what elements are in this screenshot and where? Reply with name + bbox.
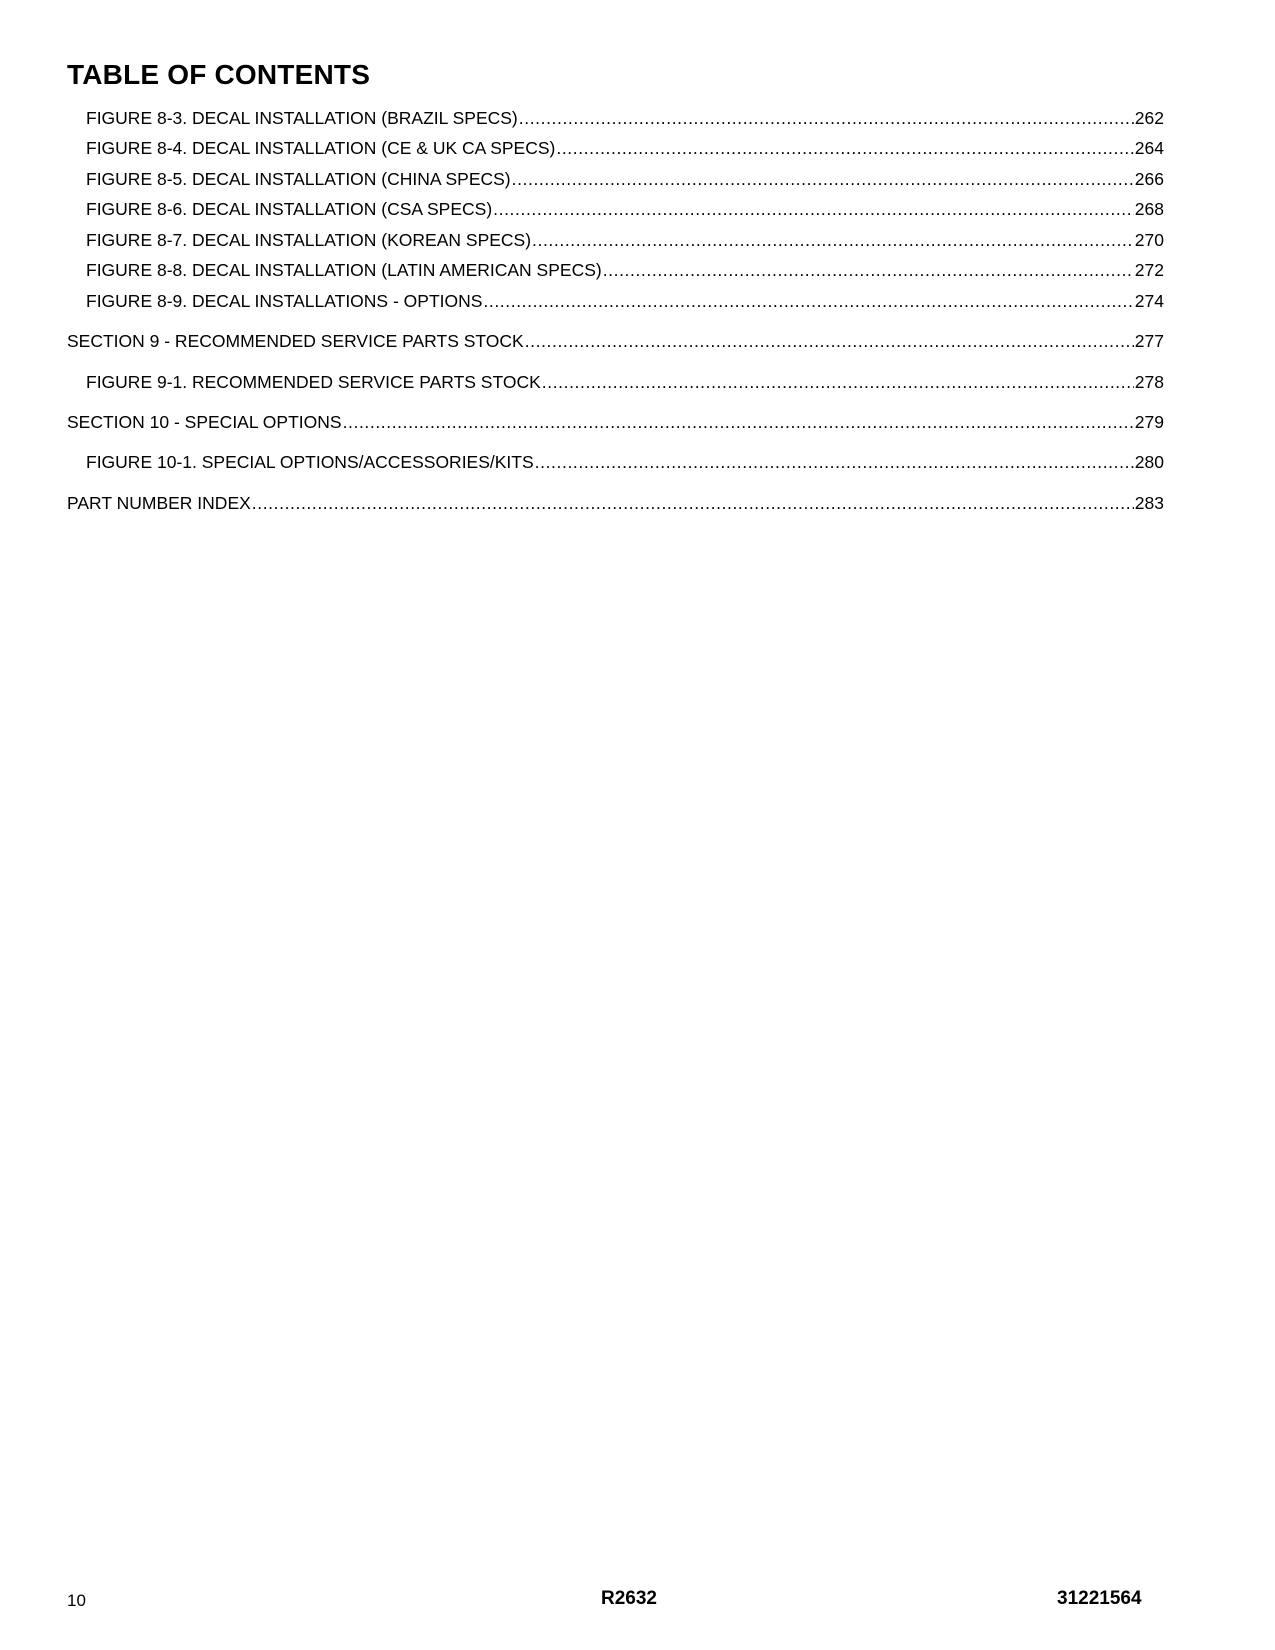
footer-doc-number: 31221564	[1057, 1588, 1142, 1609]
toc-entry-page: 266	[1134, 169, 1164, 189]
toc-entry-label: SECTION 10 - SPECIAL OPTIONS	[67, 412, 342, 432]
page-title: TABLE OF CONTENTS	[67, 59, 371, 90]
toc-entry-figure-8-3[interactable]	[86, 107, 1164, 129]
toc-dot-leader	[252, 492, 1134, 514]
toc-entry-figure-10-1[interactable]	[86, 451, 1164, 473]
toc-entry-label: FIGURE 8-6. DECAL INSTALLATION (CSA SPECS)	[86, 199, 493, 219]
toc-entry-label: FIGURE 8-8. DECAL INSTALLATION (LATIN AMERICAN SPECS)	[86, 260, 602, 280]
toc-dot-leader	[525, 330, 1134, 352]
toc-dot-leader	[483, 290, 1133, 312]
toc-entry-label: FIGURE 8-4. DECAL INSTALLATION (CE & UK CA SPECS)	[86, 138, 556, 158]
toc-entry-page: 268	[1134, 199, 1164, 219]
toc-entry-figure-8-8[interactable]	[86, 259, 1164, 281]
toc-entry-label: FIGURE 8-5. DECAL INSTALLATION (CHINA SPECS)	[86, 169, 511, 189]
toc-dot-leader	[343, 411, 1134, 433]
toc-entry-label: FIGURE 10-1. SPECIAL OPTIONS/ACCESSORIES/KITS	[86, 452, 534, 472]
toc-entry-figure-8-9[interactable]	[86, 290, 1164, 312]
toc-entry-page: 262	[1134, 108, 1164, 128]
toc-entry-page: 272	[1134, 260, 1164, 280]
toc-entry-part-number-index[interactable]	[67, 492, 1164, 514]
toc-dot-leader	[603, 259, 1134, 281]
toc-entry-figure-8-6[interactable]	[86, 198, 1164, 220]
toc-entry-figure-8-4[interactable]	[86, 137, 1164, 159]
toc-dot-leader	[556, 137, 1133, 159]
toc-entry-page: 270	[1134, 230, 1164, 250]
toc-dot-leader	[535, 451, 1134, 473]
toc-entry-page: 279	[1134, 412, 1164, 432]
toc-entry-figure-8-7[interactable]	[86, 229, 1164, 251]
toc-entry-section-10[interactable]	[67, 411, 1164, 433]
footer-model: R2632	[601, 1588, 657, 1609]
toc-dot-leader	[512, 168, 1134, 190]
toc-entry-page: 264	[1134, 138, 1164, 158]
toc-dot-leader	[493, 198, 1134, 220]
toc-entry-page: 274	[1134, 291, 1164, 311]
toc-entry-page: 280	[1134, 452, 1164, 472]
toc-entry-page: 277	[1134, 331, 1164, 351]
toc-entry-figure-8-5[interactable]	[86, 168, 1164, 190]
toc-entry-label: FIGURE 9-1. RECOMMENDED SERVICE PARTS STOCK	[86, 372, 541, 392]
toc-entry-label: FIGURE 8-7. DECAL INSTALLATION (KOREAN SPECS)	[86, 230, 532, 250]
toc-dot-leader	[532, 229, 1134, 251]
toc-entry-figure-9-1[interactable]	[86, 371, 1164, 393]
toc-entry-label: FIGURE 8-9. DECAL INSTALLATIONS - OPTIONS	[86, 291, 483, 311]
toc-dot-leader	[542, 371, 1134, 393]
footer-page-number: 10	[67, 1591, 86, 1610]
toc-entry-page: 283	[1134, 493, 1164, 513]
toc-entry-label: SECTION 9 - RECOMMENDED SERVICE PARTS STOCK	[67, 331, 524, 351]
toc-entry-page: 278	[1134, 372, 1164, 392]
toc-entry-section-9[interactable]	[67, 330, 1164, 352]
toc-dot-leader	[519, 107, 1134, 129]
toc-entry-label: FIGURE 8-3. DECAL INSTALLATION (BRAZIL SPECS)	[86, 108, 518, 128]
toc-entry-label: PART NUMBER INDEX	[67, 493, 251, 513]
